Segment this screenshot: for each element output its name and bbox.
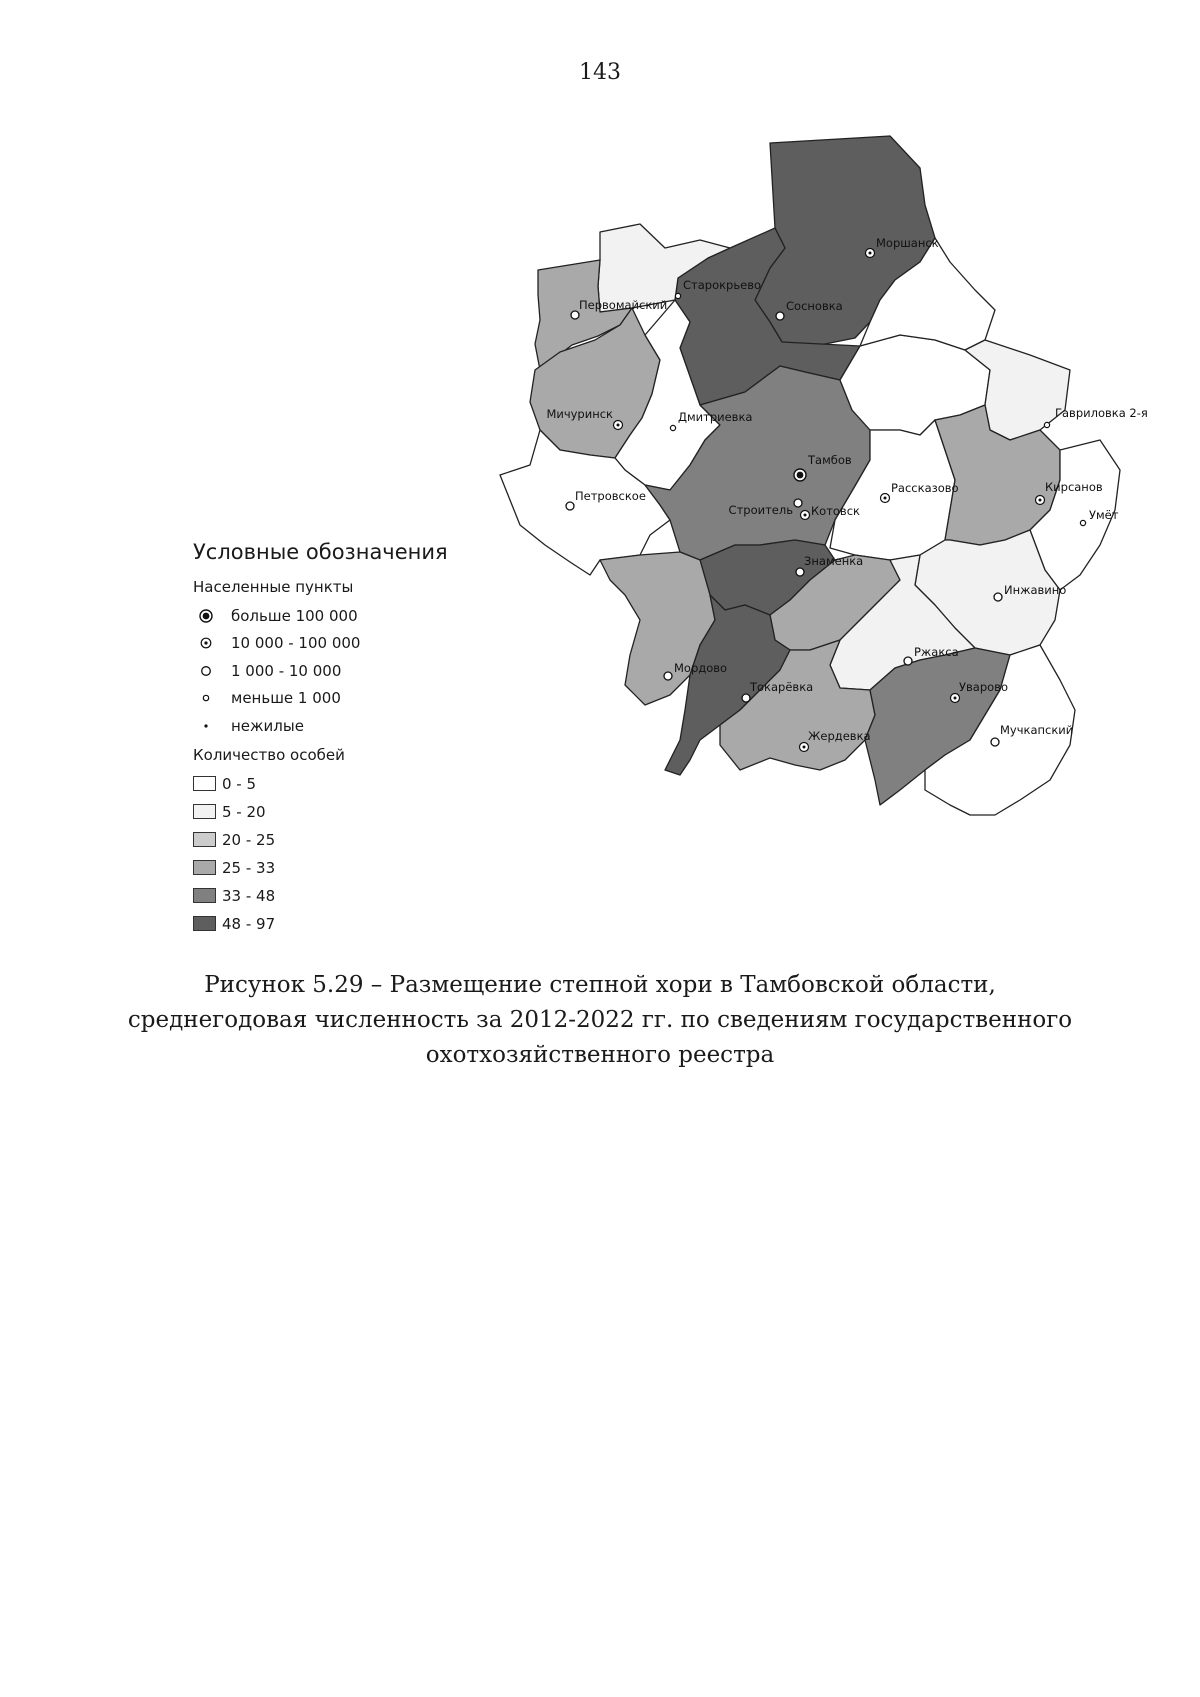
city-large-icon	[193, 609, 219, 623]
town-label: Жердевка	[808, 729, 871, 743]
town-label: Мичуринск	[546, 407, 613, 421]
legend-title: Условные обозначения	[193, 540, 448, 564]
town-label: Инжавино	[1004, 583, 1067, 597]
village-icon	[193, 693, 219, 703]
legend-swatch	[193, 776, 216, 791]
figure-caption	[0, 968, 1200, 1073]
legend-settlement-label: 1 000 - 10 000	[231, 661, 342, 680]
legend-class-row	[193, 854, 448, 882]
town-icon	[193, 665, 219, 677]
legend-classes	[193, 770, 448, 938]
town-label: Дмитриевка	[678, 410, 753, 424]
village-icon	[675, 293, 680, 298]
town-label: Петровское	[575, 489, 646, 503]
legend-class-label: 25 - 33	[222, 858, 276, 877]
town-icon	[566, 502, 574, 510]
town-label: Знаменка	[804, 554, 864, 568]
village-icon	[670, 425, 675, 430]
legend-class-label: 33 - 48	[222, 886, 276, 905]
caption-line: среднегодовая численность за 2012-2022 гг. по сведениям государственного	[127, 1007, 1073, 1033]
town-label: Старокрьево	[683, 278, 762, 292]
legend-swatch	[193, 916, 216, 931]
legend-settlement-row	[193, 657, 448, 685]
city-large-icon	[794, 469, 806, 481]
legend-settlement-row	[193, 602, 448, 630]
town-icon	[904, 657, 912, 665]
legend-swatch	[193, 860, 216, 875]
legend-class-label: 20 - 25	[222, 830, 276, 849]
town-icon	[776, 312, 784, 320]
map-legend	[193, 540, 448, 938]
town-label: Строитель	[728, 503, 793, 517]
legend-class-row	[193, 826, 448, 854]
village-icon	[1080, 520, 1085, 525]
legend-settlement-label: меньше 1 000	[231, 689, 341, 708]
legend-class-row	[193, 910, 448, 938]
town-label: Ржакса	[914, 645, 959, 659]
town-label: Мучкапский	[1000, 723, 1074, 737]
town-label: Сосновка	[786, 299, 843, 313]
legend-settlement-row	[193, 630, 448, 658]
legend-swatch	[193, 804, 216, 819]
town-label: Умёт	[1089, 508, 1119, 522]
legend-settlement-label: больше 100 000	[231, 606, 358, 625]
village-icon	[1044, 422, 1049, 427]
city-medium-icon	[801, 511, 810, 520]
town-icon	[664, 672, 672, 680]
town-marker	[1044, 406, 1147, 428]
town-icon	[994, 593, 1002, 601]
town-label: Первомайский	[579, 298, 668, 312]
legend-class-row	[193, 770, 448, 798]
town-label: Гавриловка 2-я	[1055, 406, 1148, 420]
town-label: Кирсанов	[1045, 480, 1103, 494]
caption-line: Рисунок 5.29 – Размещение степной хори в Тамбовской области,	[204, 972, 996, 998]
legend-class-label: 48 - 97	[222, 914, 276, 933]
legend-swatch	[193, 888, 216, 903]
city-medium-icon	[881, 494, 890, 503]
town-icon	[742, 694, 750, 702]
legend-swatch	[193, 832, 216, 847]
legend-settlement-label: нежилые	[231, 716, 304, 735]
city-medium-icon	[1036, 496, 1045, 505]
town-label: Мордово	[674, 661, 728, 675]
page-number: 143	[579, 60, 621, 85]
legend-settlement-label: 10 000 - 100 000	[231, 634, 361, 653]
city-medium-icon	[951, 694, 960, 703]
legend-class-label: 5 - 20	[222, 802, 266, 821]
town-label: Тамбов	[808, 453, 852, 467]
legend-settlement-row	[193, 685, 448, 713]
town-icon	[991, 738, 999, 746]
town-icon	[796, 568, 804, 576]
legend-count-title: Количество особей	[193, 745, 345, 764]
city-medium-icon	[193, 637, 219, 649]
legend-class-row	[193, 798, 448, 826]
city-medium-icon	[800, 743, 809, 752]
legend-class-row	[193, 882, 448, 910]
caption-line: охотхозяйственного реестра	[425, 1042, 775, 1068]
town-label: Котовск	[811, 504, 860, 518]
city-medium-icon	[866, 249, 875, 258]
town-icon	[794, 499, 802, 507]
city-medium-icon	[614, 421, 623, 430]
town-label: Моршанск	[876, 236, 939, 250]
town-label: Токарёвка	[750, 680, 814, 694]
legend-class-label: 0 - 5	[222, 774, 257, 793]
uninhabited-icon	[193, 722, 219, 730]
town-label: Уварово	[959, 680, 1008, 694]
town-icon	[571, 311, 579, 319]
town-label: Рассказово	[891, 481, 959, 495]
legend-settlement-row	[193, 712, 448, 740]
legend-settlements-title: Населенные пункты	[193, 578, 354, 596]
